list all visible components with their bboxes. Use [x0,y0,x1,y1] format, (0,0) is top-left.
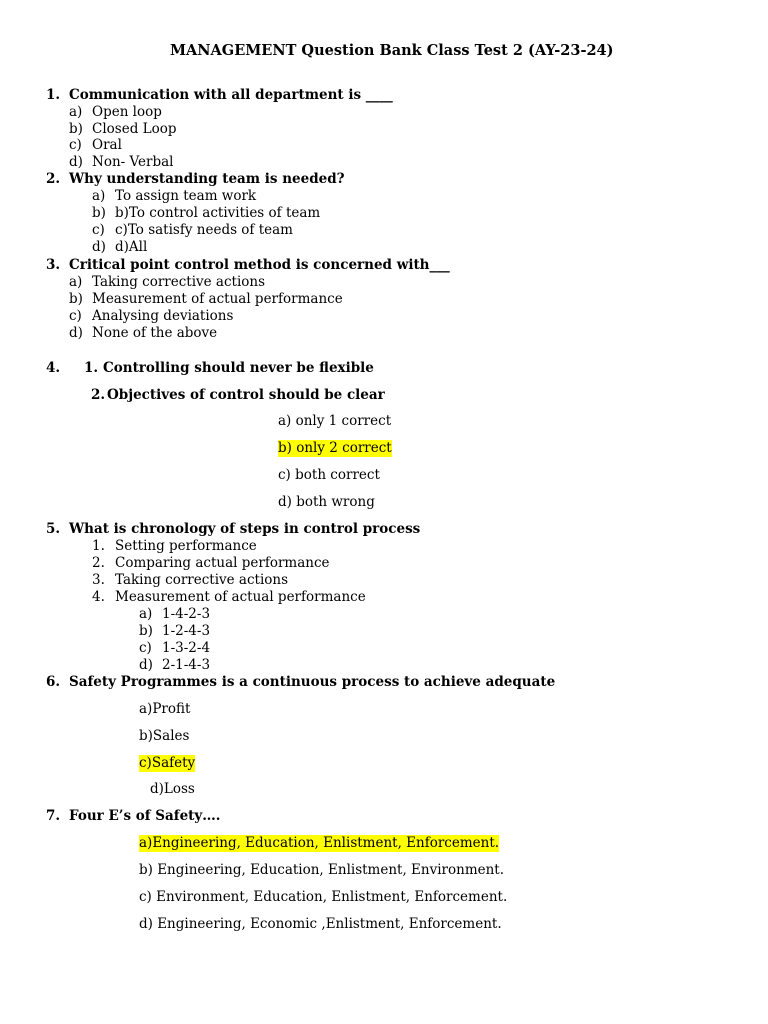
q4-option-c: c) both correct [278,467,380,483]
question-5-number: 5. [46,521,61,537]
question-6-number: 6. [46,674,61,690]
q7-option-d: d) Engineering, Economic ,Enlistment, Enforcement. [139,916,502,932]
question-4-number: 4. [46,360,61,376]
question-5-text: What is chronology of steps in control process [69,521,421,537]
question-6-text: Safety Programmes is a continuous process to achieve adequate [69,674,556,690]
q4-option-a: a) only 1 correct [278,413,392,429]
question-3-text: Critical point control method is concerned with___ [69,257,450,273]
q7-option-b: b) Engineering, Education, Enlistment, Environment. [139,862,505,878]
q4-option-b: b) only 2 correct [278,440,392,456]
question-7-text: Four E’s of Safety…. [69,808,221,824]
question-2-text: Why understanding team is needed? [69,171,345,187]
question-3-number: 3. [46,257,61,273]
q7-option-c: c) Environment, Education, Enlistment, Enforcement. [139,889,508,905]
page-title: MANAGEMENT Question Bank Class Test 2 (AY-23-24) [170,42,614,59]
question-7-number: 7. [46,808,61,824]
q6-option-a: a)Profit [139,701,191,717]
question-1-text: Communication with all department is ____ [69,87,393,103]
q7-option-a: a)Engineering, Education, Enlistment, Enforcement. [139,835,500,851]
q6-option-b: b)Sales [139,728,190,744]
question-1-number: 1. [46,87,61,103]
q6-option-c: c)Safety [139,755,196,771]
q6-option-d: d)Loss [150,781,195,797]
q4-option-d: d) both wrong [278,494,375,510]
question-2-number: 2. [46,171,61,187]
